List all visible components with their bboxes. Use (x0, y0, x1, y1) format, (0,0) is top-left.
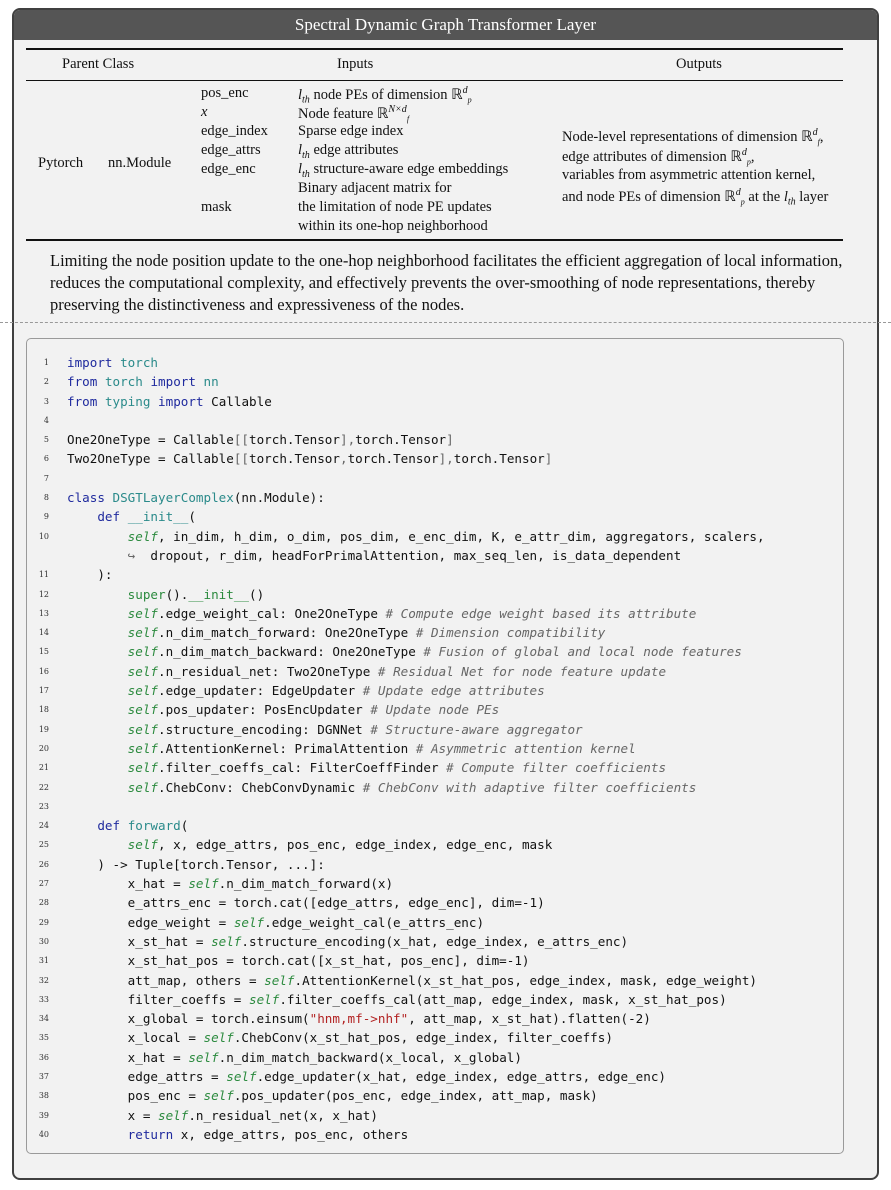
input-desc-mask-3: within its one-hop neighborhood (298, 218, 488, 234)
code-text: x_hat = self.n_dim_match_backward(x_local, x_global) (67, 1049, 522, 1065)
code-line (27, 932, 843, 951)
code-line (27, 623, 843, 642)
code-text: filter_coeffs = self.filter_coeffs_cal(att_map, edge_index, mask, x_st_hat_pos) (67, 991, 727, 1007)
code-line (27, 816, 843, 835)
code-text: x = self.n_residual_net(x, x_hat) (67, 1107, 378, 1123)
code-text: def __init__( (97, 509, 196, 525)
code-line (27, 758, 843, 777)
line-number: 8 (43, 493, 49, 503)
line-number: 5 (43, 435, 49, 445)
code-line (27, 449, 843, 468)
card-title: Spectral Dynamic Graph Transformer Layer (14, 10, 877, 40)
code-line (27, 527, 843, 546)
code-text: edge_weight = self.edge_weight_cal(e_attrs_enc) (67, 914, 485, 930)
line-number: 25 (38, 840, 49, 850)
code-line (27, 1106, 843, 1125)
line-number: 19 (38, 724, 49, 734)
input-desc-edge-attrs: $l_{th}$ edge attributes (298, 142, 399, 161)
line-number: 11 (38, 570, 49, 580)
code-line (27, 835, 843, 854)
parent-framework: Pytorch (38, 155, 84, 171)
line-number: 32 (38, 975, 49, 985)
code-lines (27, 353, 843, 1144)
output-line-2: edge attributes of dimension ℝ$^d_p$, (562, 147, 755, 167)
code-text: att_map, others = self.AttentionKernel(x_st_hat_pos, edge_index, mask, edge_weight) (67, 972, 757, 988)
input-desc-edge-enc: $l_{th}$ structure-aware edge embeddings (298, 161, 509, 180)
code-text: self.pos_updater: PosEncUpdater # Update node PEs (127, 702, 500, 718)
input-name-edge-enc: edge_enc (201, 161, 256, 177)
code-line (27, 893, 843, 912)
code-text: self.structure_encoding: DGNNet # Structure-aware aggregator (127, 721, 583, 737)
code-text: Two2OneType = Callable[[torch.Tensor,torch.Tensor],torch.Tensor] (67, 451, 553, 467)
table-header-row (26, 50, 843, 80)
code-text: ) -> Tuple[torch.Tensor, ...]: (67, 856, 325, 872)
code-text: e_attrs_enc = torch.cat([edge_attrs, edge_enc], dim=-1) (67, 895, 545, 911)
code-text: import torch (67, 355, 159, 370)
output-line-1: Node-level representations of dimension ℝ$^d_f$, (562, 127, 824, 147)
code-line (27, 797, 843, 816)
header-parent-class: Parent Class (62, 56, 135, 72)
input-name-pos-enc: pos_enc (201, 85, 249, 101)
input-name-edge-attrs: edge_attrs (201, 142, 261, 158)
code-line (27, 1028, 843, 1047)
input-desc-mask-2: the limitation of node PE updates (298, 199, 492, 215)
code-text: self, x, edge_attrs, pos_enc, edge_index, edge_enc, mask (127, 837, 553, 853)
code-line (27, 971, 843, 990)
code-text: pos_enc = self.pos_updater(pos_enc, edge_index, att_map, mask) (67, 1088, 598, 1104)
code-text: class DSGTLayerComplex(nn.Module): (67, 490, 325, 506)
line-number: 28 (38, 898, 49, 908)
output-line-4: and node PEs of dimension ℝ$^d_p$ at the $l_{th}$ layer (562, 187, 829, 208)
line-number: 1 (43, 358, 49, 367)
line-number: 13 (38, 608, 49, 618)
line-number: 4 (43, 415, 49, 425)
line-number: 2 (43, 377, 49, 387)
line-number: 10 (38, 531, 49, 541)
line-number: 3 (43, 396, 49, 406)
code-text: x_st_hat = self.structure_encoding(x_hat, edge_index, e_attrs_enc) (67, 933, 629, 949)
code-line (27, 507, 843, 526)
line-number: 29 (38, 917, 49, 927)
code-text: x_local = self.ChebConv(x_st_hat_pos, edge_index, filter_coeffs) (67, 1030, 613, 1046)
line-number: 6 (43, 454, 49, 464)
code-text: self.n_residual_net: Two2OneType # Residual Net for node feature update (127, 663, 667, 679)
line-number: 18 (38, 705, 49, 715)
code-line (27, 913, 843, 932)
code-line (27, 565, 843, 584)
line-number: 26 (38, 859, 49, 869)
input-desc-pos-enc: $l_{th}$ node PEs of dimension ℝ$^d_p$ (298, 85, 472, 106)
code-line (27, 372, 843, 391)
code-line (27, 778, 843, 797)
input-desc-edge-index: Sparse edge index (298, 123, 404, 139)
line-number: 16 (38, 666, 49, 676)
line-number: 9 (43, 512, 49, 522)
input-desc-x: Node feature ℝ$^{N\times d}_f$ (298, 104, 410, 124)
code-line (27, 1048, 843, 1067)
code-text: return x, edge_attrs, pos_enc, others (127, 1126, 409, 1142)
code-line (27, 990, 843, 1009)
code-text: self, in_dim, h_dim, o_dim, pos_dim, e_enc_dim, K, e_attr_dim, aggregators, scalers, (127, 528, 765, 544)
line-number: 39 (38, 1110, 49, 1120)
code-text: self.filter_coeffs_cal: FilterCoeffFinder # Compute filter coefficients (127, 760, 667, 776)
input-desc-mask-1: Binary adjacent matrix for (298, 180, 452, 196)
code-text: self.n_dim_match_backward: One2OneType # Fusion of global and local node features (127, 644, 742, 660)
line-number: 21 (38, 763, 49, 773)
code-text: self.ChebConv: ChebConvDynamic # ChebConv with adaptive filter coefficients (127, 779, 697, 795)
code-line (27, 411, 843, 430)
line-number: 36 (38, 1052, 49, 1062)
code-text: x_global = torch.einsum("hnm,mf->nhf", att_map, x_st_hat).flatten(-2) (67, 1011, 651, 1027)
code-text: ): (67, 567, 113, 583)
line-number: 27 (38, 879, 49, 889)
code-text: self.edge_updater: EdgeUpdater # Update edge attributes (127, 683, 545, 699)
code-line (27, 681, 843, 700)
line-number: 35 (38, 1033, 49, 1043)
line-number: 12 (38, 589, 49, 599)
parent-module: nn.Module (108, 155, 172, 171)
code-line (27, 1125, 843, 1144)
input-name-x: x (201, 104, 208, 120)
code-text: self.AttentionKernel: PrimalAttention # Asymmetric attention kernel (127, 740, 636, 756)
code-line (27, 353, 843, 372)
code-line (27, 700, 843, 719)
line-number: 15 (38, 647, 49, 657)
code-line (27, 546, 843, 565)
code-text: ↪ dropout, r_dim, headForPrimalAttention, max_seq_len, is_data_dependent (127, 547, 682, 563)
line-number: 33 (38, 994, 49, 1004)
code-line (27, 604, 843, 623)
code-line (27, 739, 843, 758)
line-number: 37 (38, 1071, 49, 1081)
code-line (27, 874, 843, 893)
table-bottom-rule (26, 239, 843, 241)
line-number: 34 (38, 1014, 49, 1024)
code-line (27, 430, 843, 449)
header-inputs: Inputs (337, 56, 374, 72)
line-number: 22 (38, 782, 49, 792)
line-number: 20 (38, 743, 49, 753)
layer-description: Limiting the node position update to the one-hop neighborhood facilitates the efficient aggregation of local information, reduces the computational complexity, and effectively prevents the over-smoothing of node representations, thereby preserving the distinctiveness and expressiveness of the nodes. (50, 251, 843, 314)
code-line (27, 392, 843, 411)
line-number: 17 (38, 686, 49, 696)
code-line (27, 1086, 843, 1105)
code-text: def forward( (97, 818, 189, 834)
code-line (27, 720, 843, 739)
code-text: from typing import Callable (67, 393, 272, 409)
line-number: 23 (38, 801, 49, 811)
input-name-edge-index: edge_index (201, 123, 268, 139)
code-text: from torch import nn (67, 374, 219, 390)
code-line (27, 1009, 843, 1028)
line-number: 14 (38, 628, 49, 638)
code-text: self.edge_weight_cal: One2OneType # Compute edge weight based its attribute (127, 605, 697, 621)
code-line (27, 488, 843, 507)
code-line (27, 1067, 843, 1086)
code-text: edge_attrs = self.edge_updater(x_hat, edge_index, edge_attrs, edge_enc) (67, 1068, 667, 1084)
code-text: self.n_dim_match_forward: One2OneType # Dimension compatibility (127, 625, 606, 641)
spec-table (26, 48, 843, 241)
line-number: 38 (38, 1091, 49, 1101)
section-divider (0, 322, 891, 323)
code-line (27, 585, 843, 604)
table-body (26, 81, 843, 239)
input-name-mask: mask (201, 199, 232, 215)
code-text: x_st_hat_pos = torch.cat([x_st_hat, pos_enc], dim=-1) (67, 953, 530, 969)
line-number: 30 (38, 936, 49, 946)
code-line (27, 951, 843, 970)
code-line (27, 469, 843, 488)
output-line-3: variables from asymmetric attention kernel, (562, 167, 816, 183)
header-outputs: Outputs (676, 56, 722, 72)
code-line (27, 855, 843, 874)
code-text: super().__init__() (127, 586, 265, 602)
line-number: 7 (43, 473, 49, 483)
line-number: 31 (38, 956, 49, 966)
line-number: 24 (38, 821, 49, 831)
line-number: 40 (38, 1129, 49, 1139)
code-text: x_hat = self.n_dim_match_forward(x) (67, 876, 394, 892)
code-line (27, 662, 843, 681)
code-line (27, 642, 843, 661)
code-listing (26, 338, 844, 1154)
code-text: One2OneType = Callable[[torch.Tensor],torch.Tensor] (67, 432, 454, 448)
